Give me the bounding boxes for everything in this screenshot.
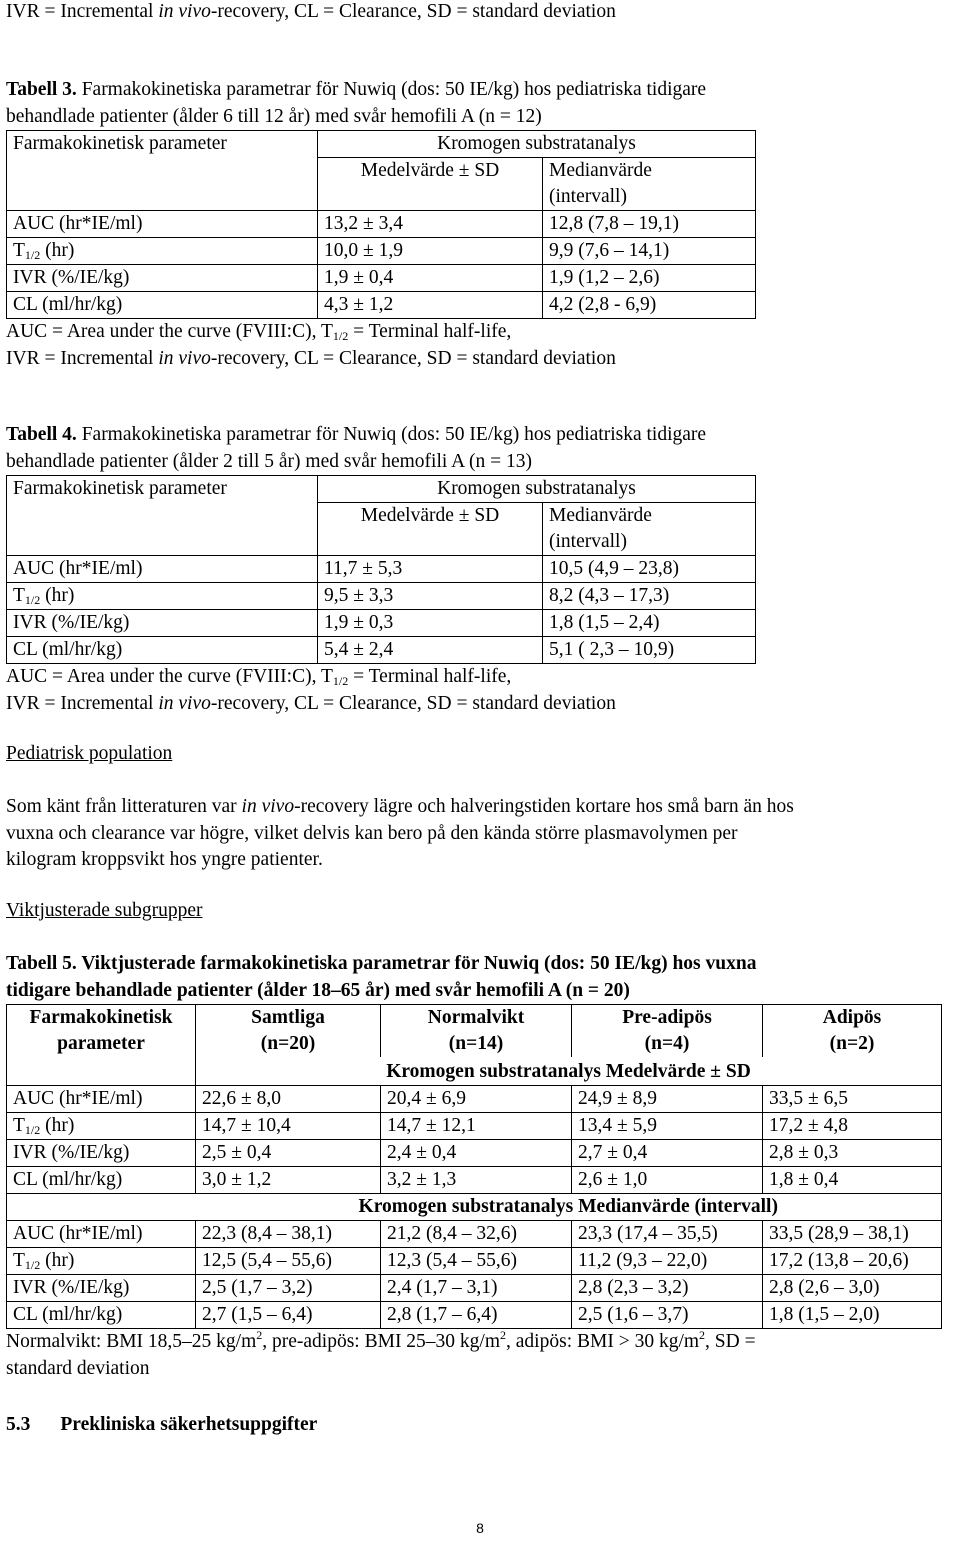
table5-mean-value-cell: 22,6 ± 8,0 [196,1086,381,1113]
table5-mean-row [7,1086,942,1113]
table5-mean-value-cell: 14,7 ± 12,1 [381,1113,572,1140]
table5-median-row [7,1275,942,1302]
table5-mean-value-cell: 2,5 ± 0,4 [196,1140,381,1167]
pediatric-paragraph-line3: kilogram kroppsvikt hos yngre patienter. [6,849,323,870]
table3-median-cell: 12,8 (7,8 – 19,1) [543,211,756,238]
table4-section [6,422,756,717]
table5-mean-param-cell: IVR (%/IE/kg) [7,1140,196,1167]
weight-heading: Viktjusterade subgrupper [6,900,203,921]
table5-header-all: Samtliga (n=20) [196,1005,381,1058]
table3-header-param: Farmakokinetisk parameter [7,131,318,211]
table5-caption-line2: tidigare behandlade patienter (ålder 18–65 år) med svår hemofili A (n = 20) [6,979,630,1001]
table5-median-value-cell: 2,5 (1,7 – 3,2) [196,1275,381,1302]
table5-mean-row [7,1113,942,1140]
table5-median-param-cell: $T_{1/2}$ (hr) [7,1248,196,1275]
table5-median-row [7,1302,942,1329]
table3-row [7,292,756,319]
table4-row [7,610,756,637]
table4-median-cell: 5,1 ( 2,3 – 10,9) [543,637,756,664]
table4-footnote-1: AUC = Area under the curve (FVIII:C), $T_{1/2}$ = Terminal half-life, [6,666,512,688]
table5-mean-row [7,1167,942,1194]
table4-caption-line2: behandlade patienter (ålder 2 till 5 år) med svår hemofili A (n = 13) [6,450,532,472]
table3-param-cell: $T_{1/2}$ (hr) [7,238,318,265]
table5-median-value-cell: 12,3 (5,4 – 55,6) [381,1248,572,1275]
table4-header-param: Farmakokinetisk parameter [7,476,318,556]
table5-mean-value-cell: 20,4 ± 6,9 [381,1086,572,1113]
table5-median-value-cell: 2,5 (1,6 – 3,7) [572,1302,763,1329]
table3-footnote-2: IVR = Incremental in vivo-recovery, CL = Clearance, SD = standard deviation [6,347,616,369]
table3-row [7,265,756,292]
table5-section-mean: Kromogen substratanalys Medelvärde ± SD [196,1057,942,1086]
table5-mean-value-cell: 3,2 ± 1,3 [381,1167,572,1194]
table4-param-cell: CL (ml/hr/kg) [7,637,318,664]
table3-param-cell: AUC (hr*IE/ml) [7,211,318,238]
table5-median-param-cell: CL (ml/hr/kg) [7,1302,196,1329]
table4-mean-cell: 1,9 ± 0,3 [318,610,543,637]
table5 [6,1004,942,1329]
table4-row [7,637,756,664]
table4-mean-cell: 9,5 ± 3,3 [318,583,543,610]
table5-median-param-cell: IVR (%/IE/kg) [7,1275,196,1302]
table4-param-cell: $T_{1/2}$ (hr) [7,583,318,610]
table3-row [7,238,756,265]
table5-median-value-cell: 33,5 (28,9 – 38,1) [763,1221,942,1248]
table4-median-cell: 1,8 (1,5 – 2,4) [543,610,756,637]
table5-median-value-cell: 22,3 (8,4 – 38,1) [196,1221,381,1248]
table3-header-median-2: (intervall) [543,184,756,211]
table4-header-mean: Medelvärde ± SD [318,503,543,556]
table5-median-param-cell: AUC (hr*IE/ml) [7,1221,196,1248]
table4-row [7,556,756,583]
table3-median-cell: 4,2 (2,8 - 6,9) [543,292,756,319]
table5-mean-value-cell: 2,7 ± 0,4 [572,1140,763,1167]
table4-header-group: Kromogen substratanalys [318,476,756,503]
table5-mean-value-cell: 1,8 ± 0,4 [763,1167,942,1194]
pediatric-paragraph-line2: vuxna och clearance var högre, vilket delvis kan bero på den kända större plasmavolymen per [6,822,738,844]
table3-header-median: Medianvärde [543,158,756,185]
table4 [6,475,756,664]
table5-mean-param-cell: AUC (hr*IE/ml) [7,1086,196,1113]
table3-median-cell: 9,9 (7,6 – 14,1) [543,238,756,265]
table5-mean-value-cell: 2,8 ± 0,3 [763,1140,942,1167]
table4-mean-cell: 11,7 ± 5,3 [318,556,543,583]
section-heading: 5.3 Prekliniska säkerhetsuppgifter [6,1414,318,1435]
table5-footnote-1: Normalvikt: BMI 18,5–25 $kg/m^2$, pre-adipös: BMI 25–30 $kg/m^2$, adipös: BMI > 30 $kg/m^2$, SD = [6,1328,756,1352]
table5-mean-value-cell: 2,6 ± 1,0 [572,1167,763,1194]
table4-median-cell: 8,2 (4,3 – 17,3) [543,583,756,610]
table5-header-normal: Normalvikt (n=14) [381,1005,572,1058]
pediatric-paragraph [6,794,794,874]
table4-param-cell: AUC (hr*IE/ml) [7,556,318,583]
table5-median-row [7,1248,942,1275]
table5-mean-row [7,1140,942,1167]
table3-caption: Tabell 3. Farmakokinetiska parametrar för Nuwiq (dos: 50 IE/kg) hos pediatriska tidigare [6,79,707,100]
pediatric-heading: Pediatrisk population [6,743,173,764]
table5-header-param: Farmakokinetisk parameter [7,1005,196,1086]
table5-mean-value-cell: 3,0 ± 1,2 [196,1167,381,1194]
table5-median-value-cell: 21,2 (8,4 – 32,6) [381,1221,572,1248]
table5-median-value-cell: 2,8 (2,3 – 3,2) [572,1275,763,1302]
table3-param-cell: CL (ml/hr/kg) [7,292,318,319]
table3-median-cell: 1,9 (1,2 – 2,6) [543,265,756,292]
table4-header-median-2: (intervall) [543,529,756,556]
table5-median-value-cell: 1,8 (1,5 – 2,0) [763,1302,942,1329]
table5-header-preadipose: Pre-adipös (n=4) [572,1005,763,1058]
table5-median-value-cell: 12,5 (5,4 – 55,6) [196,1248,381,1275]
table3 [6,130,756,319]
table5-mean-value-cell: 2,4 ± 0,4 [381,1140,572,1167]
table3-footnote-1: AUC = Area under the curve (FVIII:C), $T_{1/2}$ = Terminal half-life, [6,321,512,343]
table5-footnote-2: standard deviation [6,1357,150,1379]
table4-footnote-2: IVR = Incremental in vivo-recovery, CL = Clearance, SD = standard deviation [6,692,616,714]
pediatric-paragraph-line1: Som känt från litteraturen var in vivo-recovery lägre och halveringstiden kortare hos små barn än hos [6,796,794,817]
table5-mean-value-cell: 17,2 ± 4,8 [763,1113,942,1140]
table3-mean-cell: 4,3 ± 1,2 [318,292,543,319]
table5-section [6,951,942,1382]
table3-caption-line2: behandlade patienter (ålder 6 till 12 år) med svår hemofili A (n = 12) [6,105,542,127]
table5-section-median: Kromogen substratanalys Medianvärde (intervall) [196,1194,942,1221]
table5-mean-param-cell: CL (ml/hr/kg) [7,1167,196,1194]
top-footnote: IVR = Incremental in vivo-recovery, CL = Clearance, SD = standard deviation [6,1,616,22]
table4-param-cell: IVR (%/IE/kg) [7,610,318,637]
table3-section [6,77,756,372]
table5-median-value-cell: 11,2 (9,3 – 22,0) [572,1248,763,1275]
table5-median-row [7,1221,942,1248]
table5-median-value-cell: 2,4 (1,7 – 3,1) [381,1275,572,1302]
table4-row [7,583,756,610]
table4-caption: Tabell 4. Farmakokinetiska parametrar för Nuwiq (dos: 50 IE/kg) hos pediatriska tidigare [6,424,707,445]
table5-header-adipose: Adipös (n=2) [763,1005,942,1058]
table3-header-mean: Medelvärde ± SD [318,158,543,211]
table5-mean-value-cell: 33,5 ± 6,5 [763,1086,942,1113]
table5-median-value-cell: 2,8 (1,7 – 6,4) [381,1302,572,1329]
page-number: 8 [476,1520,484,1536]
table3-mean-cell: 1,9 ± 0,4 [318,265,543,292]
table3-mean-cell: 13,2 ± 3,4 [318,211,543,238]
table4-mean-cell: 5,4 ± 2,4 [318,637,543,664]
table4-header-median: Medianvärde [543,503,756,530]
table5-caption: Tabell 5. Viktjusterade farmakokinetiska parametrar för Nuwiq (dos: 50 IE/kg) hos vuxna [6,953,757,974]
table5-section-median-blank [7,1194,196,1221]
table5-mean-param-cell: $T_{1/2}$ (hr) [7,1113,196,1140]
table5-median-value-cell: 2,7 (1,5 – 6,4) [196,1302,381,1329]
table5-mean-value-cell: 24,9 ± 8,9 [572,1086,763,1113]
table5-median-value-cell: 23,3 (17,4 – 35,5) [572,1221,763,1248]
table5-median-value-cell: 17,2 (13,8 – 20,6) [763,1248,942,1275]
table4-median-cell: 10,5 (4,9 – 23,8) [543,556,756,583]
table3-param-cell: IVR (%/IE/kg) [7,265,318,292]
table5-mean-value-cell: 14,7 ± 10,4 [196,1113,381,1140]
table3-row [7,211,756,238]
table3-mean-cell: 10,0 ± 1,9 [318,238,543,265]
table3-header-group: Kromogen substratanalys [318,131,756,158]
table5-median-value-cell: 2,8 (2,6 – 3,0) [763,1275,942,1302]
table5-mean-value-cell: 13,4 ± 5,9 [572,1113,763,1140]
